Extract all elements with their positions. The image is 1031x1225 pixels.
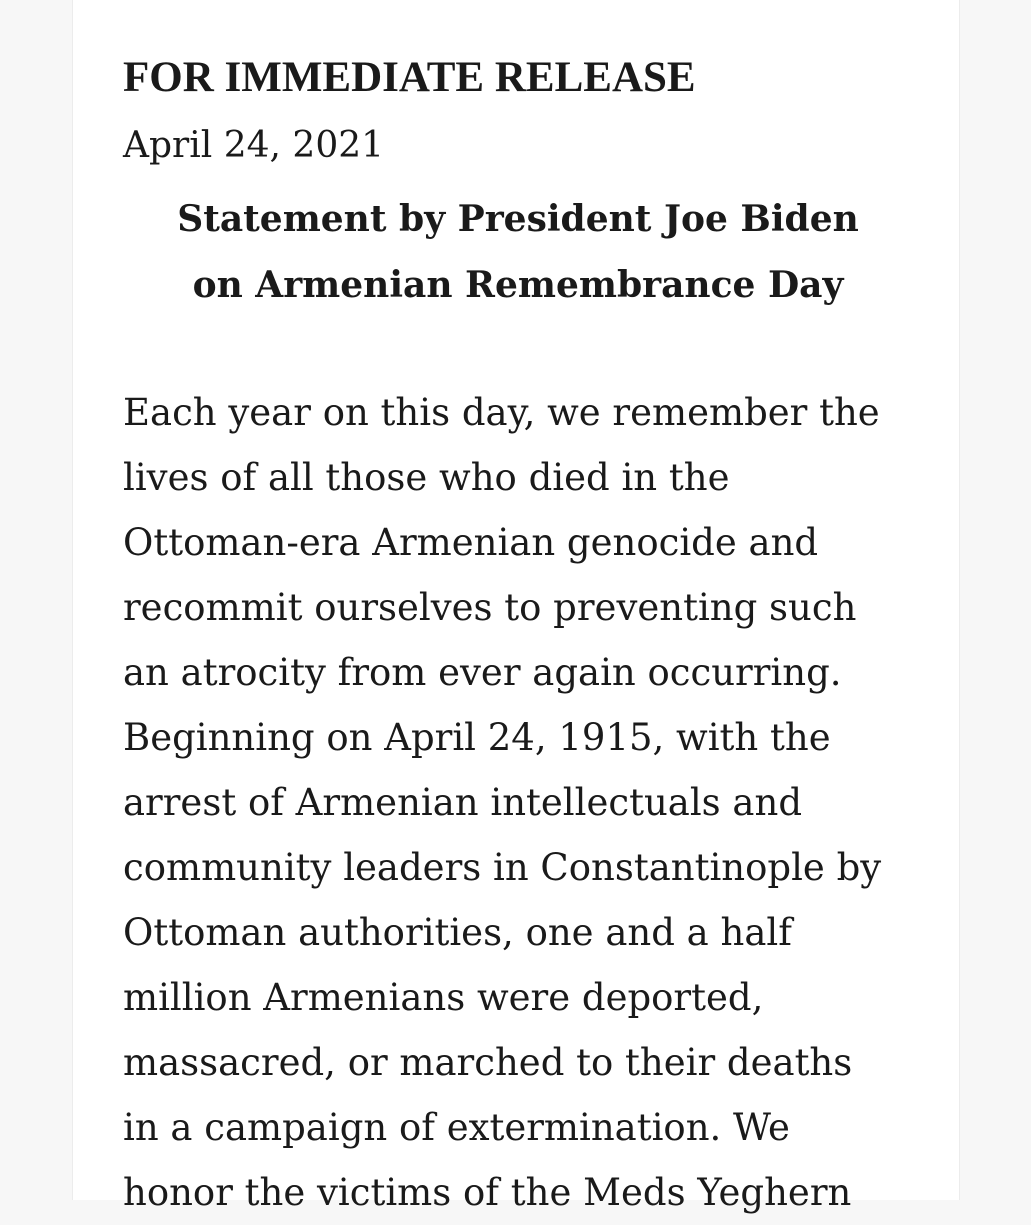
body-line: Ottoman authorities, one and a half (123, 911, 792, 954)
body-line: recommit ourselves to preventing such (123, 586, 857, 629)
body-line: lives of all those who died in the (123, 456, 730, 499)
statement-title (123, 186, 913, 318)
body-line: community leaders in Constantinople by (123, 846, 882, 889)
statement-body (123, 380, 953, 1225)
body-line: an atrocity from ever again occurring. (123, 651, 842, 694)
body-line: massacred, or marched to their deaths (123, 1041, 853, 1084)
statement-title-line: on Armenian Remembrance Day (192, 264, 844, 306)
statement-title-line: Statement by President Joe Biden (177, 198, 859, 240)
document-page (72, 0, 960, 1214)
body-line: Each year on this day, we remember the (123, 391, 880, 434)
body-line: honor the victims of the Meds Yeghern (123, 1171, 852, 1214)
release-label: FOR IMMEDIATE RELEASE (123, 54, 696, 101)
body-line: Ottoman-era Armenian genocide and (123, 521, 819, 564)
release-date: April 24, 2021 (123, 125, 385, 166)
body-line: million Armenians were deported, (123, 976, 764, 1019)
body-line: arrest of Armenian intellectuals and (123, 781, 803, 824)
body-line: Beginning on April 24, 1915, with the (123, 716, 831, 759)
body-line: in a campaign of extermination. We (123, 1106, 790, 1149)
